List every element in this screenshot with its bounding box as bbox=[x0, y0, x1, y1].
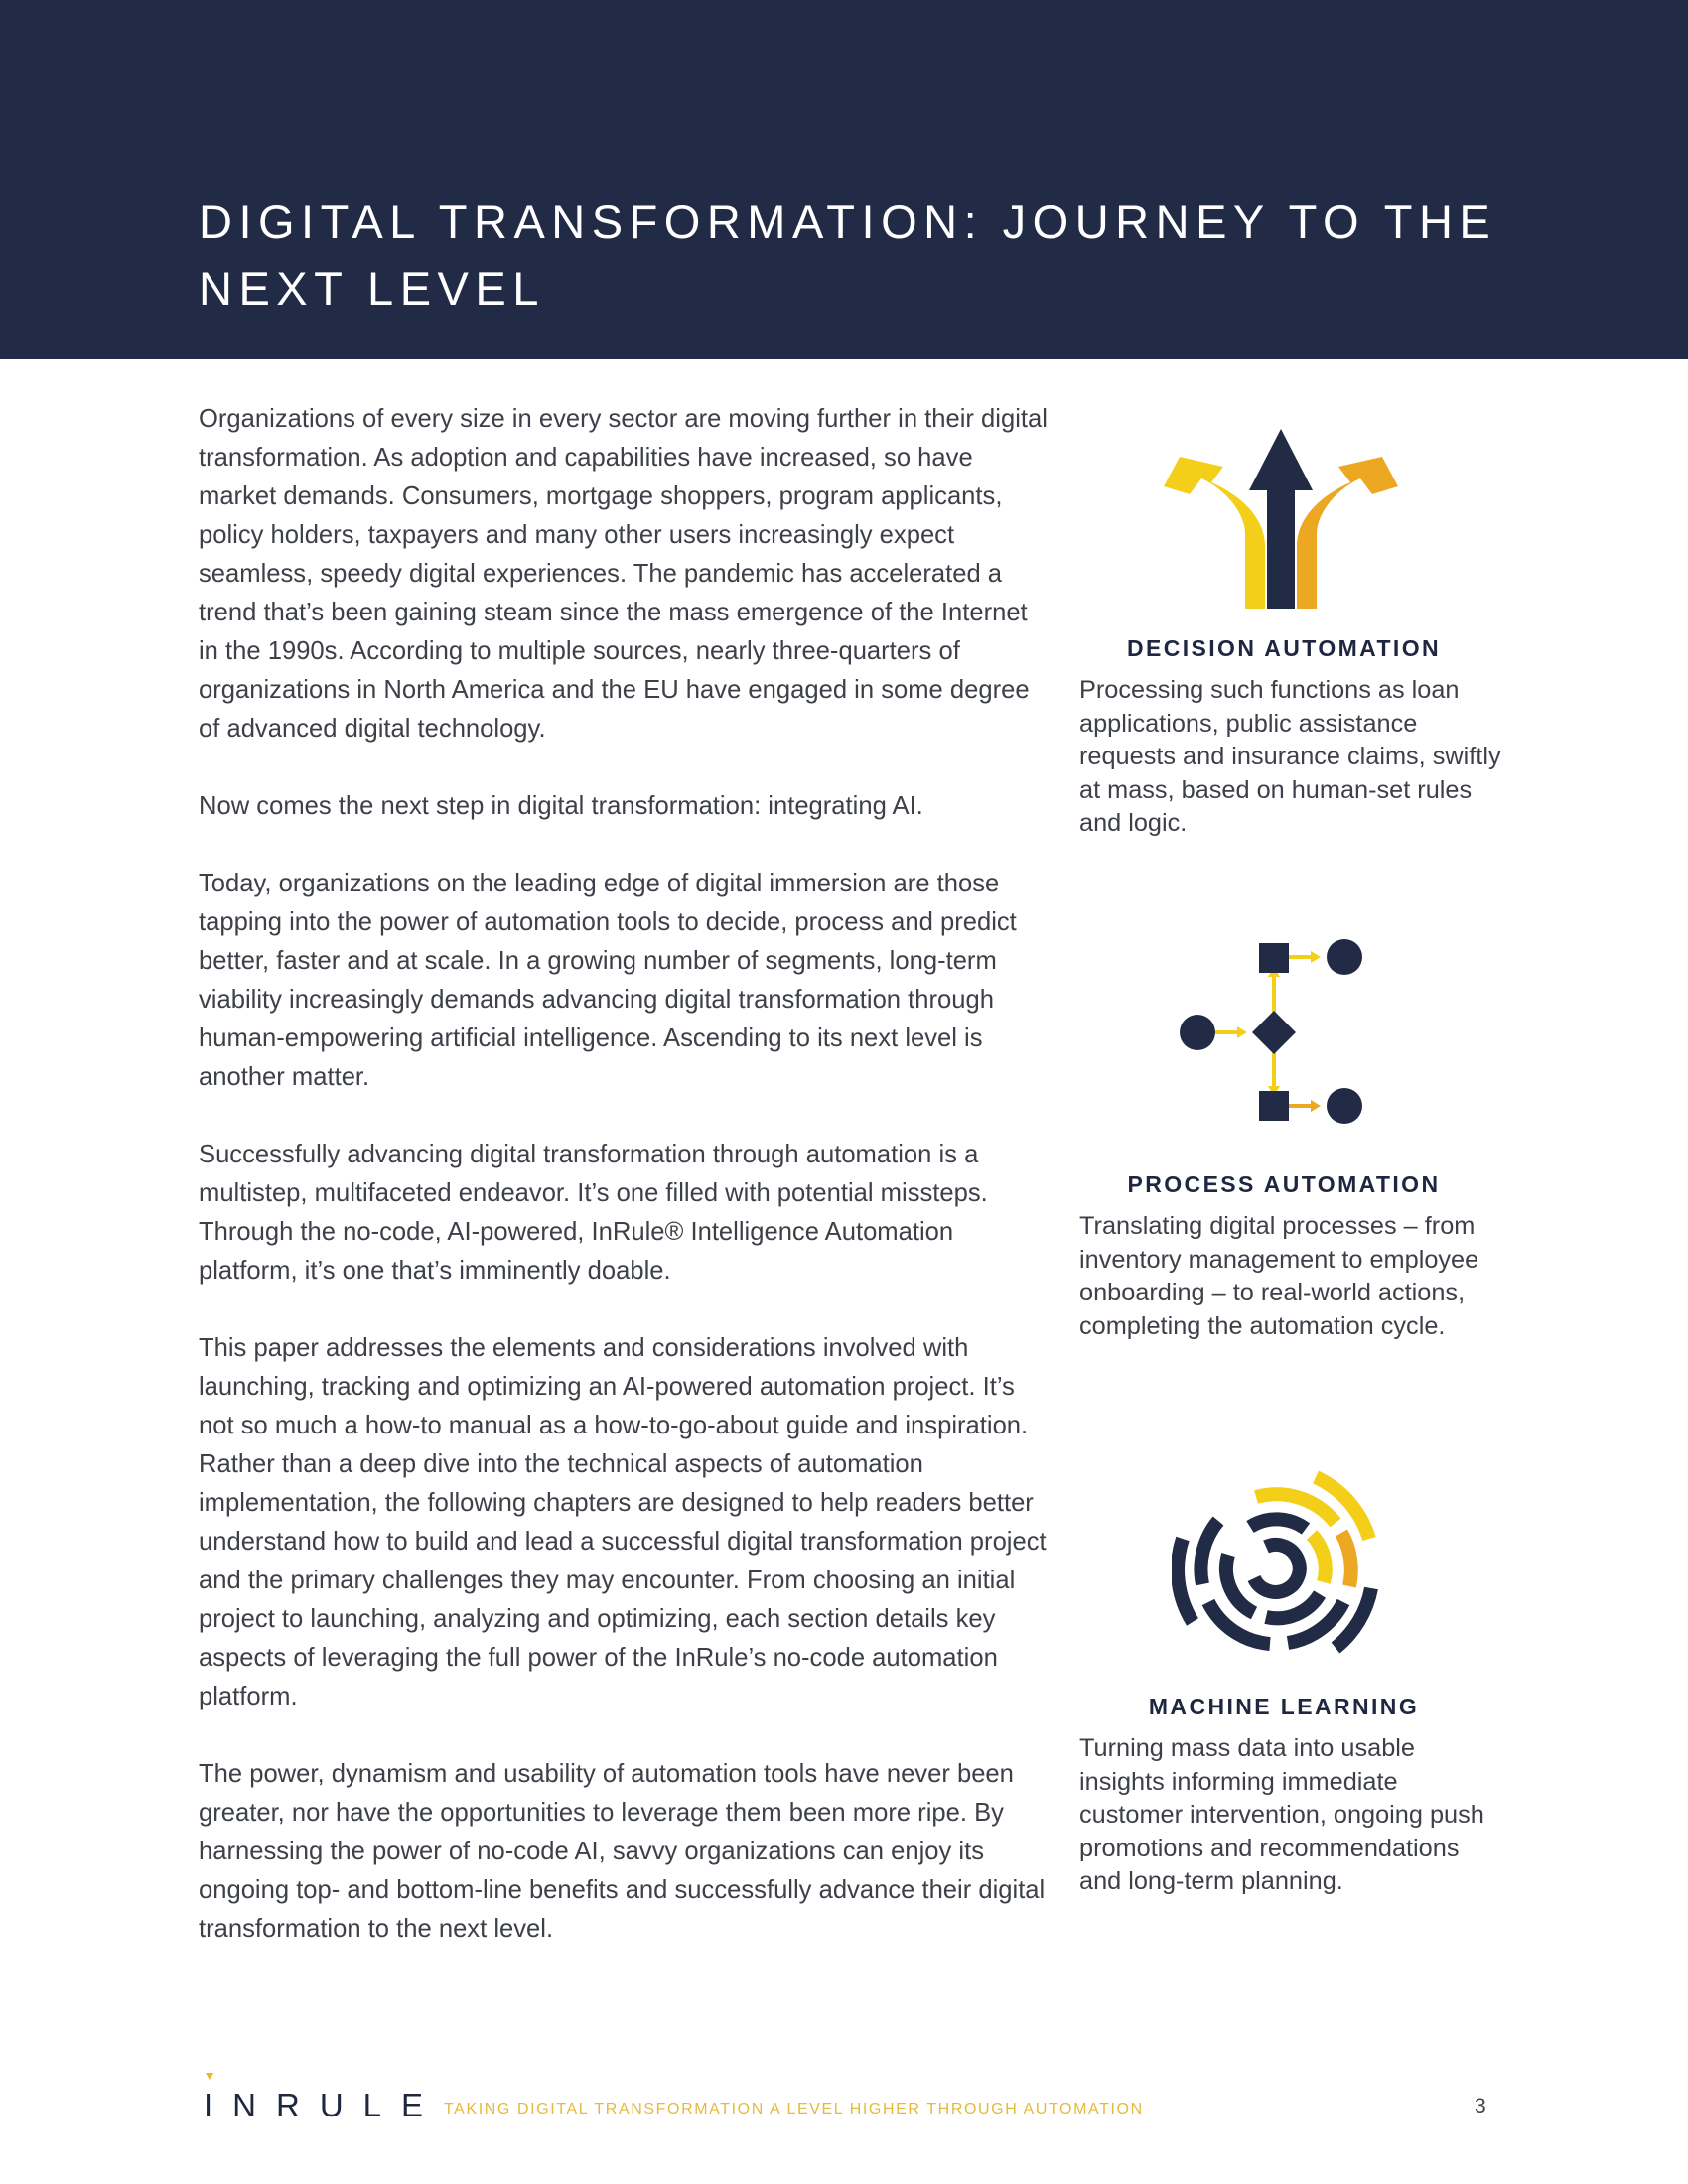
header-banner bbox=[0, 0, 1688, 359]
ai-step-paragraph: Now comes the next step in digital transformation: integrating AI. bbox=[199, 792, 923, 820]
main-column bbox=[199, 400, 1053, 1987]
diverging-arrows-icon bbox=[1162, 427, 1400, 615]
inrule-logo: INRULE bbox=[204, 2087, 444, 2123]
radial-segments-icon bbox=[1172, 1464, 1380, 1673]
conclusion-paragraph: The power, dynamism and usability of automation tools have never been greater, nor have the opportunities to leverage them been more ripe. By harnessing the power of no-code AI, savvy organizations can enjoy its ongoing top- and bottom-line benefits and successfully advance their digital transformation to the next level. bbox=[199, 1760, 1046, 1943]
logo-accent-icon bbox=[206, 2073, 213, 2080]
machine-learning-heading: MACHINE LEARNING bbox=[1148, 1694, 1420, 1719]
process-automation-body: Translating digital processes – from inventory management to employee onboarding – to real-world actions, completing the automation cycle. bbox=[1079, 1212, 1479, 1340]
leading-edge-paragraph: Today, organizations on the leading edge of digital immersion are those tapping into the power of automation tools to decide, process and predict better, faster and at scale. In a growing number of segments, long-term viability increasingly demands advancing digital transformation through human-empowering artificial intelligence. Ascending to its next level is another matter. bbox=[199, 870, 1017, 1091]
decision-automation-heading: DECISION AUTOMATION bbox=[1126, 635, 1442, 661]
machine-learning-block bbox=[1079, 1694, 1506, 1899]
page-title: DIGITAL TRANSFORMATION: JOURNEY TO THE NEXT LEVEL bbox=[199, 196, 1497, 315]
multistep-paragraph: Successfully advancing digital transformation through automation is a multistep, multifaceted endeavor. It’s one filled with potential missteps. Through the no-code, AI-powered, InRule® Intelligence Automation platform, it’s one that’s imminently doable. bbox=[199, 1141, 988, 1285]
paper-scope-paragraph: This paper addresses the elements and considerations involved with launching, tracking and optimizing an AI-powered automation project. It’s not so much a how-to manual as a how-to-go-about guide and inspiration. Rather than a deep dive into the technical aspects of automation implementation, the following chapters are designed to help readers better understand how to build and lead a successful digital transformation project and the primary challenges they may encounter. From choosing an initial project to launching, analyzing and optimizing, each section details key aspects of leveraging the full power of the InRule’s no-code automation platform. bbox=[199, 1334, 1047, 1710]
machine-learning-body: Turning mass data into usable insights informing immediate customer intervention, ongoing push promotions and recommendations and long-term planning. bbox=[1079, 1734, 1484, 1895]
footer-tagline: TAKING DIGITAL TRANSFORMATION A LEVEL HIGHER THROUGH AUTOMATION bbox=[444, 2101, 1144, 2117]
intro-paragraph: Organizations of every size in every sector are moving further in their digital transformation. As adoption and capabilities have increased, so have market demands. Consumers, mortgage shoppers, program applicants, policy holders, taxpayers and many other users increasingly expect seamless, speedy digital experiences. The pandemic has accelerated a trend that’s been gaining steam since the mass emergence of the Internet in the 1990s. According to multiple sources, nearly three-quarters of organizations in North America and the EU have engaged in some degree of advanced digital technology. bbox=[199, 405, 1048, 743]
process-automation-block bbox=[1079, 1171, 1506, 1343]
process-flow-icon bbox=[1172, 933, 1370, 1132]
decision-automation-block bbox=[1079, 635, 1506, 841]
decision-automation-body: Processing such functions as loan applications, public assistance requests and insurance claims, swiftly at mass, based on human-set rules and logic. bbox=[1079, 676, 1501, 837]
page-number: 3 bbox=[1475, 2095, 1486, 2117]
process-automation-heading: PROCESS AUTOMATION bbox=[1127, 1171, 1441, 1197]
